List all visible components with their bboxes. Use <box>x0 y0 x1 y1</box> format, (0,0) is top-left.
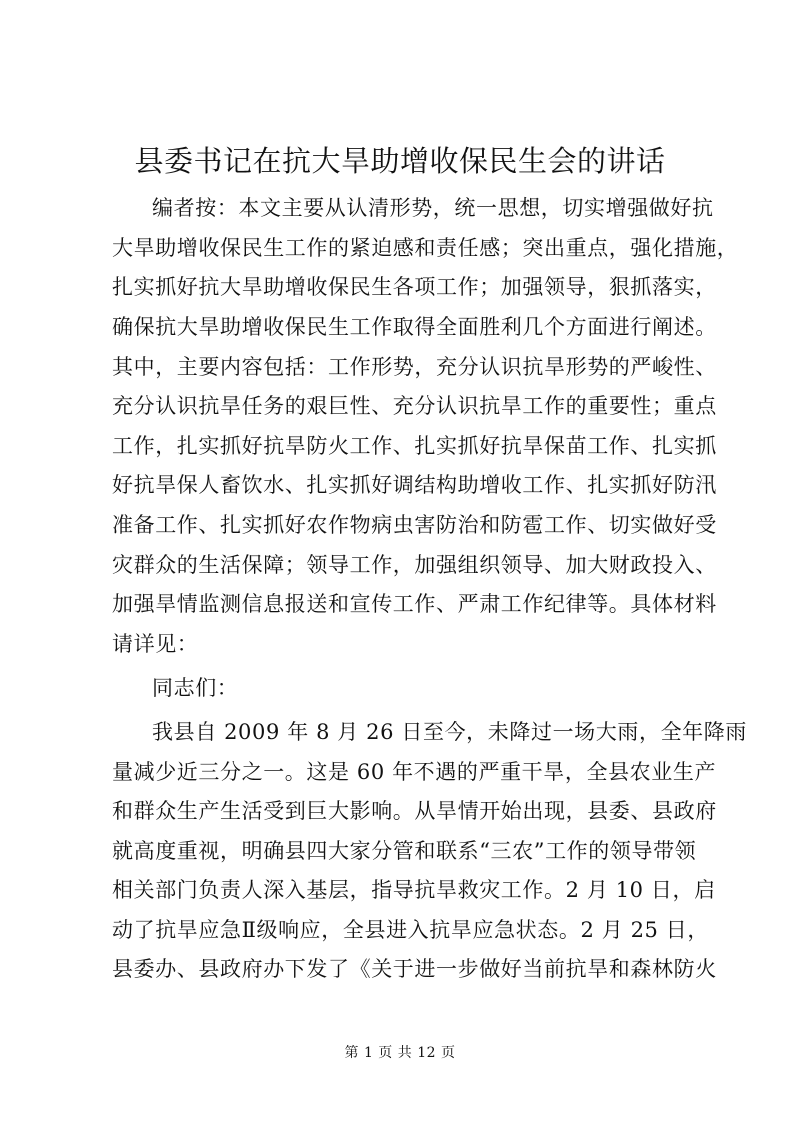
text-line: 我县自 2009 年 8 月 26 日至今，未降过一场大雨，全年降雨 <box>152 720 747 744</box>
text-line: 加强旱情监测信息报送和宣传工作、严肃工作纪律等。具体材料 <box>112 592 717 616</box>
text-line: 请详见： <box>112 632 199 656</box>
text-line: 扎实抓好抗大旱助增收保民生各项工作；加强领导，狠抓落实， <box>112 275 717 299</box>
text-line: 量减少近三分之一。这是 60 年不遇的严重干旱，全县农业生产 <box>112 760 717 784</box>
text-line: 相关部门负责人深入基层，指导抗旱救灾工作。2 月 10 日，启 <box>112 878 716 902</box>
text-line: 灾群众的生活保障；领导工作，加强组织领导、加大财政投入、 <box>112 553 717 577</box>
text-line: 其中，主要内容包括：工作形势，充分认识抗旱形势的严峻性、 <box>112 355 717 379</box>
text-line: 就高度重视，明确县四大家分管和联系“三农”工作的领导带领 <box>112 839 697 863</box>
text-line: 准备工作、扎实抓好农作物病虫害防治和防雹工作、切实做好受 <box>112 513 717 537</box>
text-line: 和群众生产生活受到巨大影响。从旱情开始出现，县委、县政府 <box>112 799 717 823</box>
text-line: 编者按：本文主要从认清形势，统一思想，切实增强做好抗 <box>152 196 714 220</box>
text-line: 动了抗旱应急Ⅱ级响应，全县进入抗旱应急状态。2 月 25 日， <box>112 918 709 942</box>
text-line: 确保抗大旱助增收保民生工作取得全面胜利几个方面进行阐述。 <box>112 315 717 339</box>
page-number: 第 1 页 共 12 页 <box>344 1045 456 1061</box>
text-line: 工作，扎实抓好抗旱防火工作、扎实抓好抗旱保苗工作、扎实抓 <box>112 434 717 458</box>
salutation: 同志们： <box>152 676 239 700</box>
text-line: 好抗旱保人畜饮水、扎实抓好调结构助增收工作、扎实抓好防汛 <box>112 473 717 497</box>
text-line: 大旱助增收保民生工作的紧迫感和责任感；突出重点，强化措施， <box>112 236 739 260</box>
document-title: 县委书记在抗大旱助增收保民生会的讲话 <box>134 144 666 178</box>
text-line: 县委办、县政府办下发了《关于进一步做好当前抗旱和森林防火 <box>112 957 717 981</box>
text-line: 充分认识抗旱任务的艰巨性、充分认识抗旱工作的重要性；重点 <box>112 394 717 418</box>
